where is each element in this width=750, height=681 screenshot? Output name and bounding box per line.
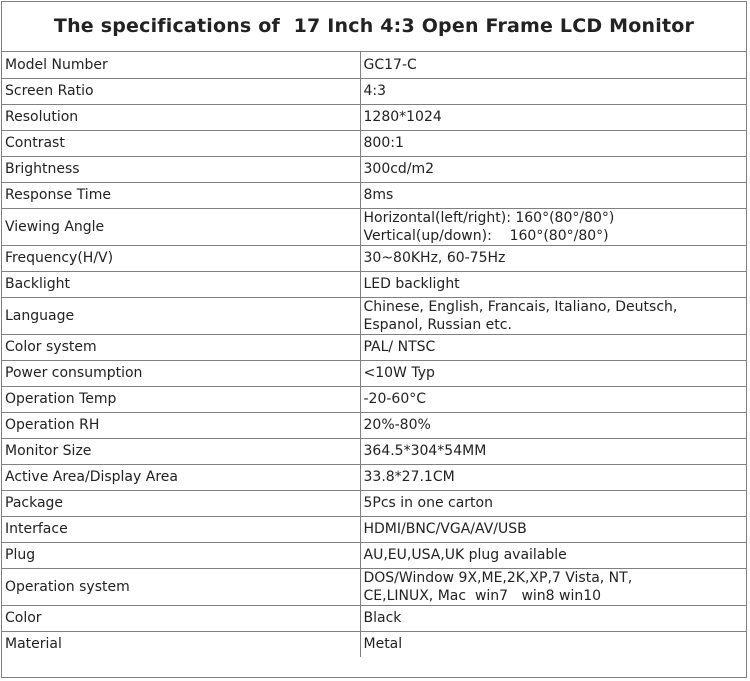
row-value: PAL/ NTSC: [360, 334, 746, 360]
row-value: 5Pcs in one carton: [360, 490, 746, 516]
row-value: Metal: [363, 636, 403, 653]
row-label: Backlight: [2, 271, 360, 297]
table-row: [2, 438, 746, 464]
row-label: Viewing Angle: [2, 208, 360, 245]
page-title: The specifications of 17 Inch 4:3 Open Frame LCD Monitor: [2, 2, 746, 52]
row-value: GC17-C: [360, 52, 746, 78]
table-row: [2, 104, 746, 130]
table-row: [2, 52, 746, 78]
value-line: CE,LINUX, Mac win7 win8 win10: [363, 587, 602, 604]
row-value: -20-60°C: [360, 386, 746, 412]
row-label: Contrast: [2, 130, 360, 156]
row-label: Language: [2, 297, 360, 334]
value-line: DOS/Window 9X,ME,2K,XP,7 Vista, NT,: [363, 569, 633, 586]
row-value: 800:1: [360, 130, 746, 156]
table-row: [2, 542, 746, 568]
row-label: Operation system: [2, 568, 360, 605]
row-value: 33.8*27.1CM: [360, 464, 746, 490]
value-line: Vertical(up/down): 160°(80°/80°): [363, 227, 609, 244]
table-row: [2, 245, 746, 271]
table-row: [2, 386, 746, 412]
row-label: Monitor Size: [2, 438, 360, 464]
value-line: Chinese, English, Francais, Italiano, Deutsch,: [363, 298, 678, 315]
row-value: Black: [360, 605, 746, 631]
row-value: 20%-80%: [360, 412, 746, 438]
table-row: [2, 412, 746, 438]
row-label: Color: [2, 605, 360, 631]
value-line: Horizontal(left/right): 160°(80°/80°): [363, 209, 615, 226]
table-row: [2, 360, 746, 386]
table-row: [2, 156, 746, 182]
row-label: Interface: [2, 516, 360, 542]
row-label: Frequency(H/V): [2, 245, 360, 271]
row-label: Operation Temp: [2, 386, 360, 412]
row-value: 300cd/m2: [360, 156, 746, 182]
row-label: Color system: [2, 334, 360, 360]
table-row: [2, 130, 746, 156]
row-label: Power consumption: [2, 360, 360, 386]
table-row: [2, 516, 746, 542]
row-label: Operation RH: [2, 412, 360, 438]
row-value: [360, 568, 746, 605]
row-label: Resolution: [2, 104, 360, 130]
table-row: [2, 271, 746, 297]
row-value: 4:3: [360, 78, 746, 104]
table-row: [2, 182, 746, 208]
table-row: [2, 490, 746, 516]
spec-sheet: [1, 1, 747, 678]
row-value: 1280*1024: [360, 104, 746, 130]
row-label: Brightness: [2, 156, 360, 182]
row-value: [360, 208, 746, 245]
table-row: [2, 605, 746, 631]
row-label: Active Area/Display Area: [2, 464, 360, 490]
row-label: Package: [2, 490, 360, 516]
row-value: HDMI/BNC/VGA/AV/USB: [360, 516, 746, 542]
table-row: [2, 334, 746, 360]
table-row: [2, 568, 746, 605]
table-row: [2, 78, 746, 104]
row-value: AU,EU,USA,UK plug available: [360, 542, 746, 568]
row-value: <10W Typ: [360, 360, 746, 386]
row-label: Screen Ratio: [2, 78, 360, 104]
row-label: Response Time: [2, 182, 360, 208]
row-value: 8ms: [360, 182, 746, 208]
row-value: LED backlight: [360, 271, 746, 297]
row-label: Plug: [2, 542, 360, 568]
row-value: 364.5*304*54MM: [360, 438, 746, 464]
value-line: Espanol, Russian etc.: [363, 316, 512, 333]
table-row: [2, 464, 746, 490]
row-value: 30~80KHz, 60-75Hz: [360, 245, 746, 271]
spec-table: [2, 52, 746, 657]
row-label: Model Number: [2, 52, 360, 78]
row-label: Material: [2, 631, 360, 657]
table-row: [2, 208, 746, 245]
table-row: [2, 297, 746, 334]
table-row: [2, 631, 746, 657]
row-value: [360, 297, 746, 334]
